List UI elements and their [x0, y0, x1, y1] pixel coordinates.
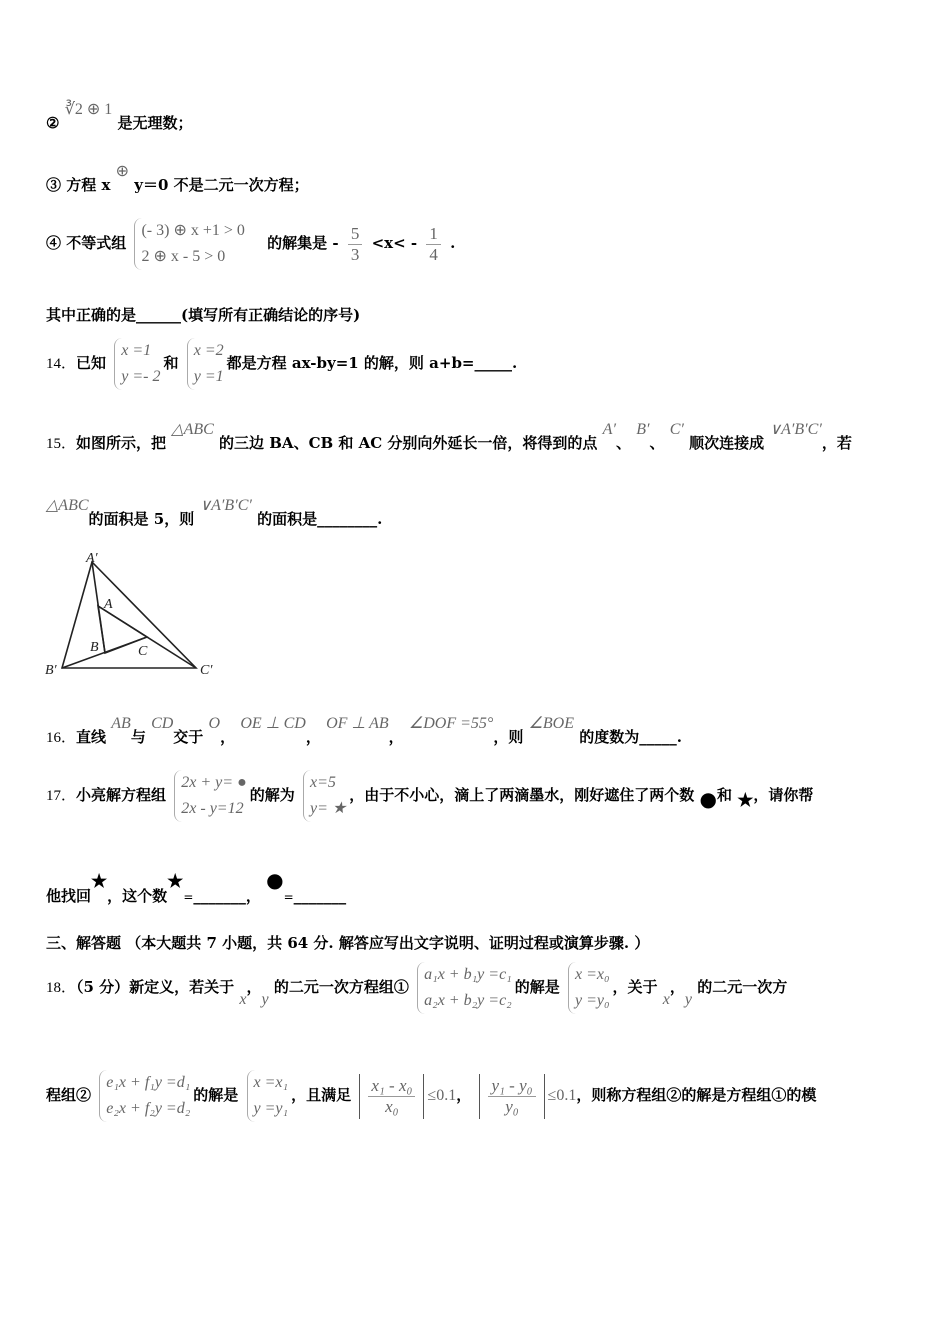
- text: 的度数为: [579, 728, 640, 746]
- eq: y =y₀: [574, 992, 610, 1009]
- text: 、: [615, 434, 631, 452]
- text: 的解是: [193, 1086, 239, 1104]
- denominator: 4: [429, 244, 438, 264]
- triangle-a-b-c-prime: ∨A′B′C′: [199, 497, 252, 514]
- answer-blank-dot[interactable]: _______: [293, 887, 347, 905]
- item-4: [46, 218, 455, 270]
- question-16: [46, 715, 682, 747]
- text: .: [377, 510, 383, 528]
- angle-dof: ∠DOF =55°: [408, 715, 494, 732]
- point-a-prime: A′: [602, 421, 616, 438]
- answer-blank-star[interactable]: _______: [193, 887, 246, 905]
- text: =: [283, 890, 294, 904]
- text: 都是方程 ax-by=1 的解，则 a+b=: [226, 354, 475, 372]
- text: ≤0.1: [547, 1087, 577, 1104]
- section-title: 三、解答题 （本大题共 7 小题，共 64 分. 解答应写出文字说明、证明过程或演算步骤. ）: [46, 934, 650, 952]
- angle-boe: ∠BOE: [528, 715, 575, 732]
- solution-2: [247, 1070, 289, 1122]
- condition-oe-perp-cd: OE ⊥ CD: [240, 715, 306, 732]
- numerator: 5: [348, 224, 363, 245]
- text: 的三边 BA、CB 和 AC 分别向外延长一倍，将得到的点: [219, 434, 598, 452]
- ink-dot-icon: ●: [266, 868, 284, 892]
- outer-triangle: [62, 562, 196, 668]
- eq: 2x - y=12: [181, 800, 244, 817]
- question-17-line2: [46, 868, 347, 906]
- var-y: y: [684, 991, 693, 1008]
- label-a: A: [104, 597, 113, 612]
- section-3-heading: [46, 932, 649, 953]
- ink-star-icon: ★: [91, 871, 108, 892]
- system-1: [417, 962, 512, 1014]
- denominator: 3: [350, 244, 360, 264]
- item-text: y＝0 不是二元一次方程；: [134, 176, 309, 194]
- question-number: 17．: [46, 788, 77, 804]
- point-b-prime: B′: [636, 421, 650, 438]
- text: ，: [388, 728, 404, 746]
- item-label: ④ 不等式组: [46, 234, 127, 252]
- text: ，这个数: [107, 887, 168, 905]
- solution-system: [187, 338, 224, 390]
- eq: a₂x + b₂y =c₂: [424, 992, 512, 1009]
- text: 的面积是 5，则: [88, 510, 195, 528]
- text: (填写所有正确结论的序号): [181, 306, 361, 324]
- eq: e₁x + f₁y =d₁: [106, 1074, 191, 1091]
- abs-value-y: [479, 1074, 544, 1119]
- fraction: [488, 1076, 535, 1117]
- triangle-figure: [0, 540, 240, 690]
- text: ，: [245, 887, 261, 905]
- var-x: x: [662, 991, 670, 1008]
- text: ，: [669, 978, 685, 996]
- answer-blank[interactable]: _____: [639, 728, 677, 746]
- system-2: [99, 1070, 190, 1122]
- equation-system: [174, 770, 246, 822]
- eq: y =y₁: [253, 1100, 289, 1117]
- eq: x=5: [309, 774, 336, 791]
- question-15-line2: [46, 497, 383, 529]
- text: ，: [246, 978, 262, 996]
- text: 直线: [76, 728, 107, 746]
- numerator: y₁ - y₀: [488, 1076, 535, 1097]
- text: 他找回: [46, 887, 92, 905]
- numerator: 1: [426, 224, 441, 245]
- text: 的面积是: [257, 510, 318, 528]
- item-3: [46, 163, 309, 195]
- text: ，: [456, 1086, 472, 1104]
- text: ，若: [821, 434, 852, 452]
- numerator: x₁ - x₀: [368, 1076, 415, 1097]
- question-number: 18．: [46, 980, 77, 996]
- question-number: 14．: [46, 356, 77, 372]
- item-text: 是无理数；: [117, 114, 193, 132]
- item-label: ③ 方程 x: [46, 176, 111, 194]
- text: （5 分）新定义，若关于: [76, 978, 235, 996]
- item-text: <x< -: [371, 234, 418, 252]
- line-ab: AB: [111, 715, 131, 732]
- text: 和: [716, 786, 732, 804]
- solution-system: [303, 770, 346, 822]
- item-text: .: [450, 234, 456, 252]
- eq: y =1: [193, 368, 224, 385]
- ink-dot-icon: ●: [699, 787, 717, 811]
- eq: y =- 2: [121, 368, 161, 385]
- ink-star-icon: ★: [167, 871, 184, 892]
- text: 的二元一次方: [697, 978, 788, 996]
- eq: e₂x + f₂y =d₂: [106, 1100, 191, 1117]
- label-a-prime: A′: [86, 551, 98, 566]
- fraction: [368, 1076, 415, 1117]
- text: 和: [163, 354, 179, 372]
- ink-star-icon: ★: [737, 790, 754, 811]
- label-b-prime: B′: [45, 663, 57, 678]
- fraction: [426, 224, 441, 265]
- text: ，请你帮: [753, 786, 814, 804]
- triangle-a-b-c-prime: ∨A′B′C′: [769, 421, 822, 438]
- text: 已知: [76, 354, 107, 372]
- eq: 2 ⊕ x - 5 > 0: [141, 248, 226, 265]
- text: ，: [220, 728, 236, 746]
- text: .: [512, 354, 518, 372]
- denominator: y₀: [505, 1096, 519, 1116]
- question-14: [46, 338, 517, 390]
- label-c-prime: C′: [200, 663, 213, 678]
- condition-of-perp-ab: OF ⊥ AB: [326, 715, 389, 732]
- question-18: [46, 962, 787, 1014]
- text: ，且满足: [291, 1086, 352, 1104]
- eq: x =1: [121, 342, 152, 359]
- text: 小亮解方程组: [76, 786, 167, 804]
- solution-system: [114, 338, 160, 390]
- solution-1: [568, 962, 610, 1014]
- text: ，由于不小心，滴上了两滴墨水，刚好遮住了两个数: [349, 786, 695, 804]
- abs-value-x: [359, 1074, 424, 1119]
- question-number: 15．: [46, 436, 77, 452]
- question-17: [46, 770, 813, 822]
- eq: (- 3) ⊕ x +1 > 0: [141, 222, 245, 239]
- text: 程组②: [46, 1086, 92, 1104]
- fraction: [348, 224, 363, 265]
- answer-blank[interactable]: _____: [474, 354, 513, 372]
- item-label: ②: [46, 114, 60, 132]
- line-cd: CD: [151, 715, 174, 732]
- label-c: C: [138, 644, 148, 659]
- eq: 2x + y= ●: [181, 774, 247, 791]
- var-y: y: [261, 991, 269, 1008]
- point-c-prime: C′: [669, 421, 684, 438]
- question-18-line2: [46, 1070, 816, 1122]
- text: 的解为: [249, 786, 295, 804]
- text: ，: [305, 728, 321, 746]
- inequality-system: [134, 218, 244, 270]
- text: ，则: [493, 728, 524, 746]
- text: 与: [130, 728, 146, 746]
- var-x: x: [239, 991, 247, 1008]
- text: ，关于: [612, 978, 658, 996]
- text: 如图所示，把: [76, 434, 167, 452]
- label-b: B: [90, 640, 99, 655]
- eq: x =2: [193, 342, 224, 359]
- segment-b-prime-c: [62, 637, 147, 668]
- point-o: O: [208, 715, 221, 732]
- text: =: [183, 890, 194, 904]
- question-number: 16．: [46, 730, 77, 746]
- item-2: [46, 101, 193, 133]
- item-text: 的解集是 -: [267, 234, 339, 252]
- eq: x =x₁: [253, 1074, 289, 1091]
- eq: x =x₀: [574, 966, 610, 983]
- q13-answer-line: [46, 304, 360, 325]
- text: ，则称方程组②的解是方程组①的模: [576, 1086, 817, 1104]
- triangle-abc: △ABC: [171, 421, 214, 438]
- question-15: [46, 421, 852, 453]
- text: 的二元一次方程组①: [273, 978, 409, 996]
- oplus-symbol: ⊕: [115, 163, 130, 180]
- text: ≤0.1: [427, 1087, 457, 1104]
- text: .: [676, 728, 682, 746]
- eq: y= ★: [309, 800, 347, 817]
- answer-blank[interactable]: ______: [136, 306, 182, 324]
- text: 的解是: [514, 978, 560, 996]
- eq: a₁x + b₁y =c₁: [424, 966, 512, 983]
- cube-root-expr: ∛2 ⊕ 1: [64, 101, 113, 118]
- text: 、: [649, 434, 665, 452]
- text: 交于: [173, 728, 204, 746]
- answer-blank[interactable]: ________: [317, 510, 378, 528]
- denominator: x₀: [385, 1096, 399, 1116]
- text: 其中正确的是: [46, 306, 137, 324]
- text: 顺次连接成: [689, 434, 765, 452]
- triangle-abc: △ABC: [46, 497, 89, 514]
